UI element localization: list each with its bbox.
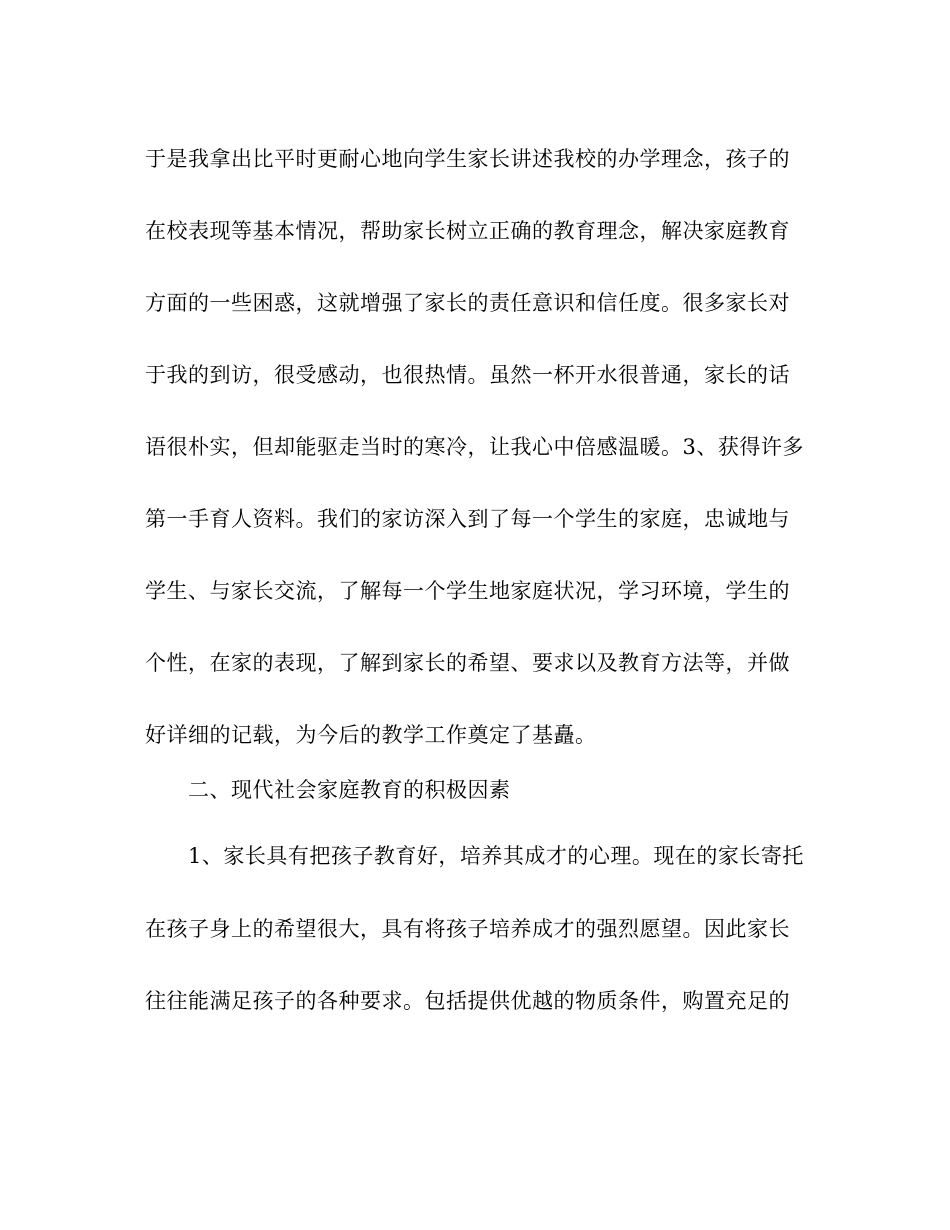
paragraph-line: 语很朴实，但却能驱走当时的寒冷，让我心中倍感温暖。3、获得许多: [145, 435, 804, 459]
paragraph-line: 于是我拿出比平时更耐心地向学生家长讲述我校的办学理念，孩子的: [145, 147, 790, 171]
paragraph-line: 在孩子身上的希望很大，具有将孩子培养成才的强烈愿望。因此家长: [145, 917, 790, 941]
paragraph-line: 个性，在家的表现，了解到家长的希望、要求以及教育方法等，并做: [145, 651, 790, 675]
paragraph-line: 好详细的记载，为今后的教学工作奠定了基矗。: [145, 723, 597, 747]
paragraph-line: 学生、与家长交流，了解每一个学生地家庭状况，学习环境，学生的: [145, 579, 790, 603]
paragraph-line: 1、家长具有把孩子教育好，培养其成才的心理。现在的家长寄托: [188, 844, 804, 868]
section-heading: 二、现代社会家庭教育的积极因素: [188, 778, 511, 802]
paragraph-line: 往往能满足孩子的各种要求。包括提供优越的物质条件，购置充足的: [145, 989, 790, 1013]
paragraph-line: 在校表现等基本情况，帮助家长树立正确的教育理念，解决家庭教育: [145, 219, 790, 243]
paragraph-line: 方面的一些困惑，这就增强了家长的责任意识和信任度。很多家长对: [145, 291, 790, 315]
paragraph-line: 第一手育人资料。我们的家访深入到了每一个学生的家庭，忠诚地与: [145, 507, 790, 531]
paragraph-line: 于我的到访，很受感动，也很热情。虽然一杯开水很普通，家长的话: [145, 363, 790, 387]
